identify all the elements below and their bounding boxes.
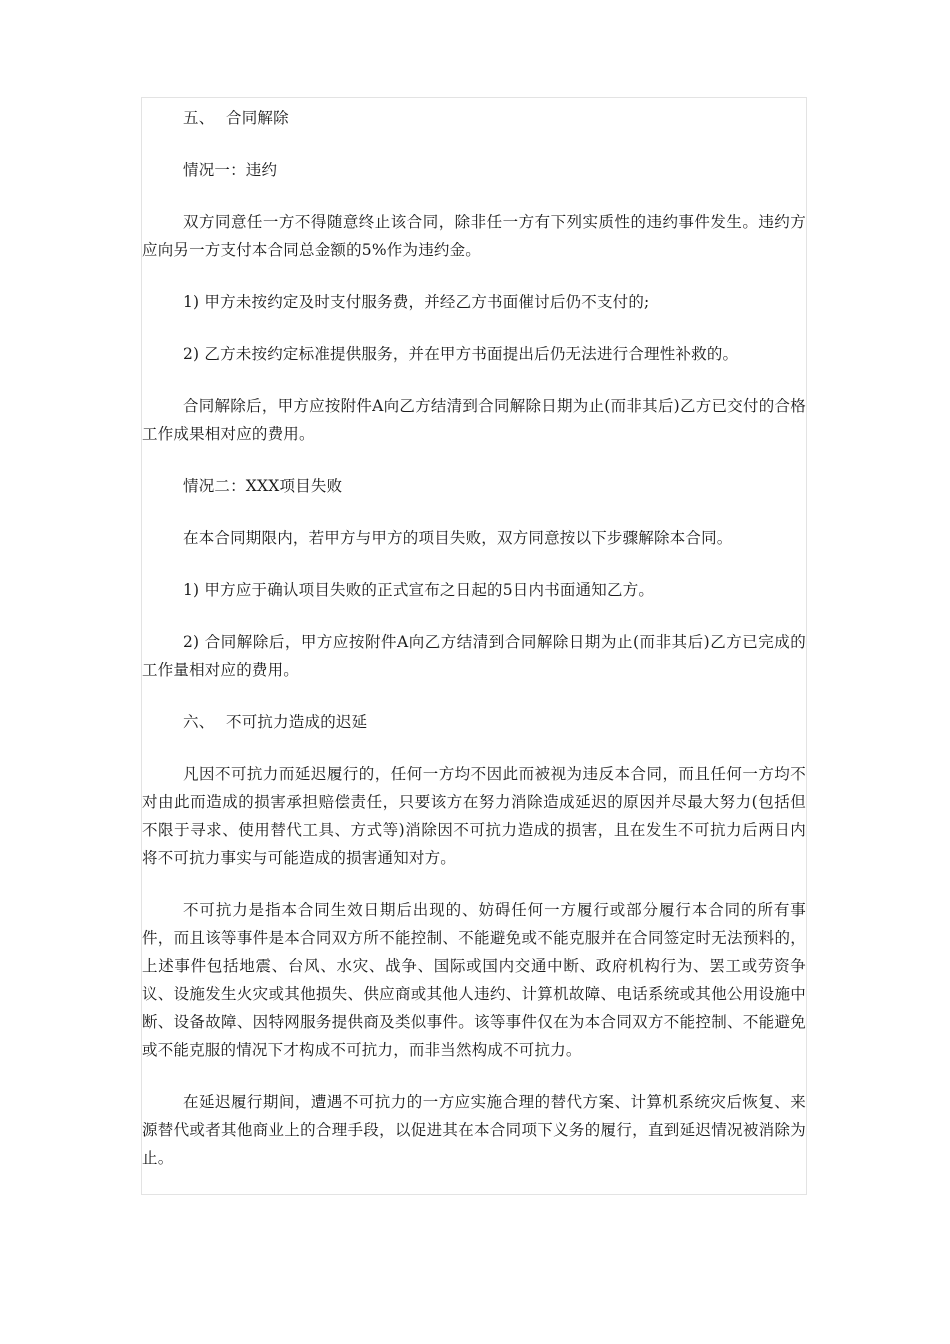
section-title: 合同解除 [226,109,289,127]
list-item: 1) 甲方应于确认项目失败的正式宣布之日起的5日内书面通知乙方。 [183,581,655,599]
section-5-heading [142,104,806,132]
case-1-title: 情况一：违约 [183,161,278,179]
paragraph: 双方同意任一方不得随意终止该合同，除非任一方有下列实质性的违约事件发生。违约方应向另一方支付本合同总金额的5%作为违约金。 [142,213,806,259]
section-6-heading [142,708,806,736]
list-item: 2) 合同解除后，甲方应按附件A向乙方结清到合同解除日期为止(而非其后)乙方已完成的工作量相对应的费用。 [142,633,806,679]
paragraph: 在本合同期限内，若甲方与甲方的项目失败，双方同意按以下步骤解除本合同。 [183,529,733,547]
list-item: 2) 乙方未按约定标准提供服务，并在甲方书面提出后仍无法进行合理性补救的。 [183,345,739,363]
section-title: 不可抗力造成的迟延 [226,713,368,731]
case-2-title: 情况二：XXX项目失败 [183,477,343,495]
section-number: 六、 [183,713,215,731]
list-item: 1) 甲方未按约定及时支付服务费，并经乙方书面催讨后仍不支付的; [183,293,650,311]
paragraph: 凡因不可抗力而延迟履行的，任何一方均不因此而被视为违反本合同，而且任何一方均不对由此而造成的损害承担赔偿责任，只要该方在努力消除造成延迟的原因并尽最大努力(包括但不限于寻求、使用替代工具、方式等)消除因不可抗力造成的损害，且在发生不可抗力后两日内将不可抗力事实与可能造成的损害通知对方。 [142,765,806,867]
paragraph: 在延迟履行期间，遭遇不可抗力的一方应实施合理的替代方案、计算机系统灾后恢复、来源替代或者其他商业上的合理手段，以促进其在本合同项下义务的履行，直到延迟情况被消除为止。 [142,1093,806,1167]
document-body [142,104,806,1172]
section-number: 五、 [183,109,215,127]
paragraph: 合同解除后，甲方应按附件A向乙方结清到合同解除日期为止(而非其后)乙方已交付的合格工作成果相对应的费用。 [142,397,806,443]
paragraph: 不可抗力是指本合同生效日期后出现的、妨碍任何一方履行或部分履行本合同的所有事件，而且该等事件是本合同双方所不能控制、不能避免或不能克服并在合同签定时无法预料的，上述事件包括地震、台风、水灾、战争、国际或国内交通中断、政府机构行为、罢工或劳资争议、设施发生火灾或其他损失、供应商或其他人违约、计算机故障、电话系统或其他公用设施中断、设备故障、因特网服务提供商及类似事件。该等事件仅在为本合同双方不能控制、不能避免或不能克服的情况下才构成不可抗力，而非当然构成不可抗力。 [142,901,806,1059]
